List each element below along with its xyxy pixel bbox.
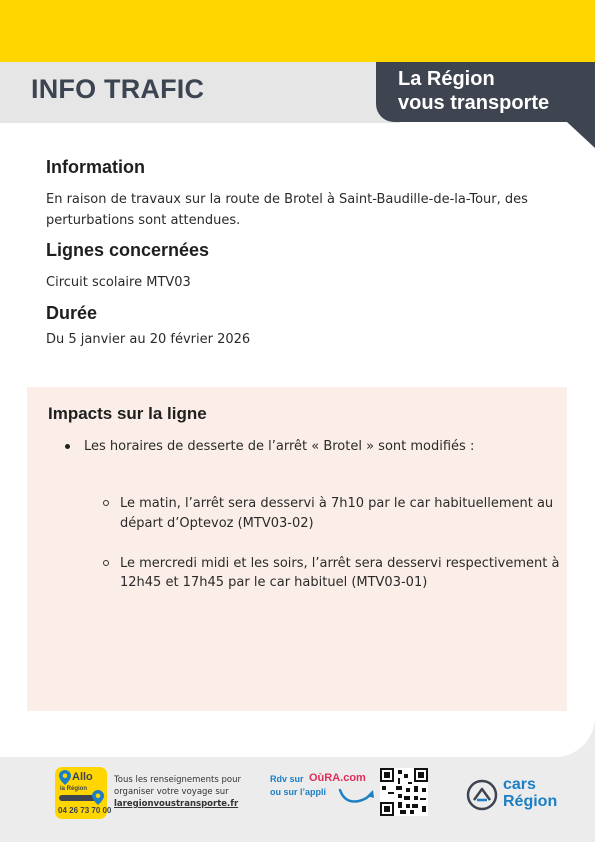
impacts-sub1-line2: départ d’Optevoz (MTV03-02) [120, 516, 314, 531]
impacts-heading: Impacts sur la ligne [48, 404, 207, 423]
sub-bullet-circle-icon [103, 500, 109, 506]
oura-rdv-line1: Rdv sur [270, 774, 304, 784]
cars-region-logo-line2: Région [503, 793, 558, 810]
information-text-line2: perturbations sont attendues. [46, 213, 241, 228]
impacts-sub2-line1: Le mercredi midi et les soirs, l’arrêt sera desservi respectivement à [120, 556, 560, 571]
allo-phone-number: 04 26 73 70 00 [58, 806, 112, 815]
impacts-sub1-line1: Le matin, l’arrêt sera desservi à 7h10 par le car habituellement au [120, 496, 554, 511]
header-yellow-band [0, 0, 595, 62]
information-text-line1: En raison de travaux sur la route de Brotel à Saint-Baudille-de-la-Tour, des [46, 192, 528, 207]
sub-bullet-circle-icon [103, 560, 109, 566]
footer-info-line2: organiser votre voyage sur [114, 787, 229, 797]
allo-logo-word: Allo [72, 771, 93, 783]
oura-logo[interactable]: OùRA.com [309, 772, 366, 784]
curved-arrow-icon [337, 786, 377, 806]
qr-code-icon[interactable] [380, 768, 428, 816]
oura-rdv-line2: ou sur l’appli [270, 787, 327, 797]
brand-slogan-line1: La Région [398, 68, 495, 90]
information-heading: Information [46, 157, 145, 177]
impacts-bullet: Les horaires de desserte de l’arrêt « Brotel » sont modifiés : [84, 439, 475, 454]
brand-slogan-line2: vous transporte [398, 92, 550, 114]
duree-heading: Durée [46, 303, 98, 323]
location-pin-icon [92, 790, 104, 805]
cars-region-logo-icon [466, 779, 498, 811]
cars-region-logo-line1: cars [503, 776, 536, 793]
brand-slogan [398, 67, 588, 115]
bullet-dot-icon [65, 444, 70, 449]
footer-website-link[interactable]: laregionvoustransporte.fr [114, 799, 239, 809]
impacts-panel [27, 387, 567, 711]
duree-text: Du 5 janvier au 20 février 2026 [46, 332, 251, 347]
lignes-heading: Lignes concernées [46, 240, 210, 260]
footer-info-line1: Tous les renseignements pour [114, 775, 241, 785]
allo-logo-subtitle: la Région [60, 786, 88, 792]
page-title: INFO TRAFIC [31, 74, 205, 104]
brand-tab-fold-icon [567, 122, 595, 148]
lignes-text: Circuit scolaire MTV03 [46, 275, 191, 290]
impacts-sub2-line2: 12h45 et 17h45 par le car habituel (MTV03-01) [120, 575, 428, 590]
location-pin-icon [59, 770, 71, 785]
